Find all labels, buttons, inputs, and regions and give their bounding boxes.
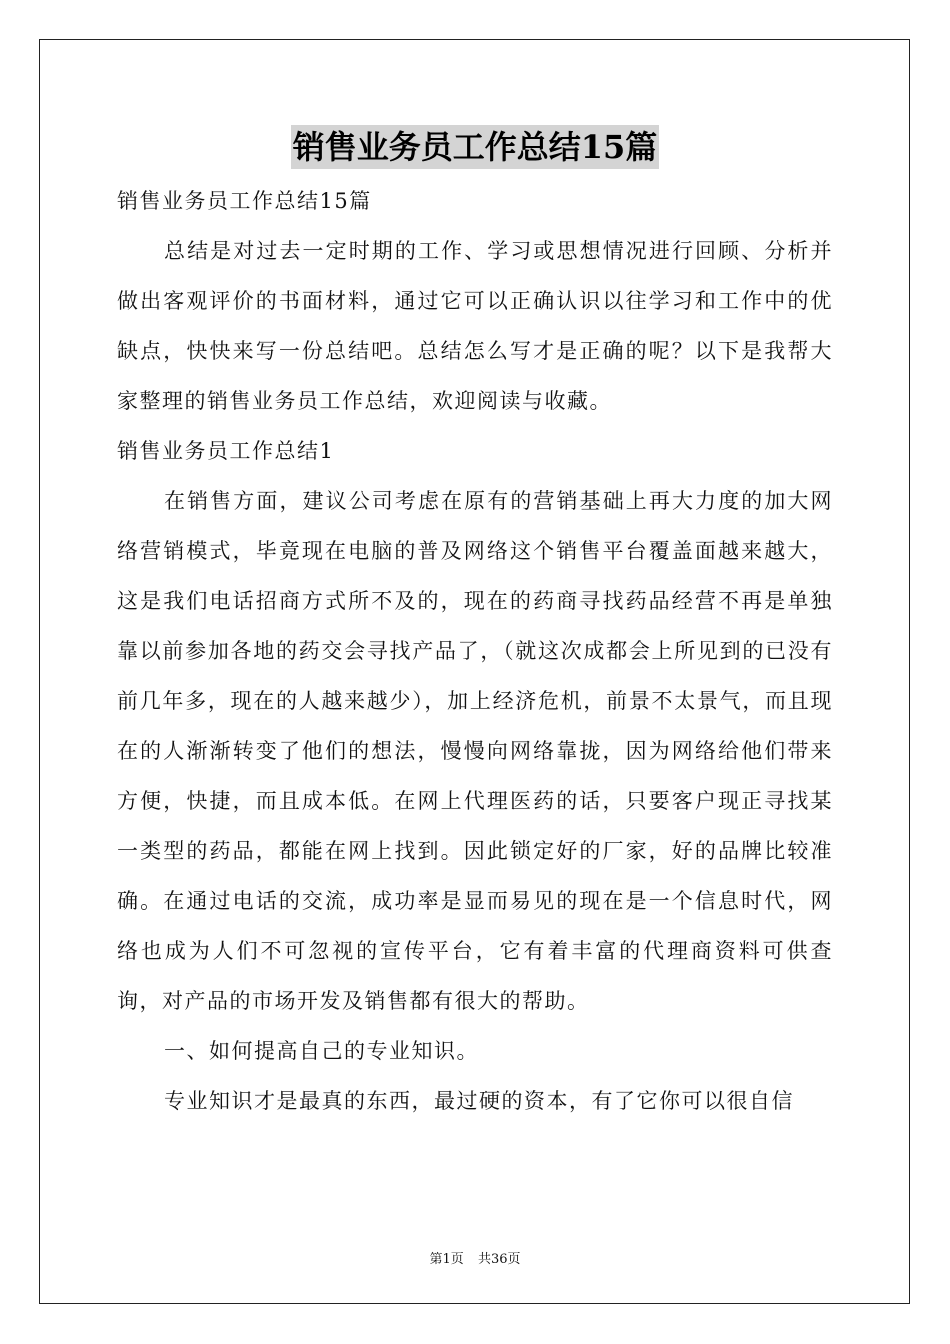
intro-paragraph: 总结是对过去一定时期的工作、学习或思想情况进行回顾、分析并做出客观评价的书面材料，通过它可以正确认识以往学习和工作中的优缺点，快快来写一份总结吧。总结怎么写才是正确的呢？以下是我帮大家整理的销售业务员工作总结，欢迎阅读与收藏。	[117, 239, 833, 413]
body-paragraph-1: 在销售方面，建议公司考虑在原有的营销基础上再大力度的加大网络营销模式，毕竟现在电脑的普及网络这个销售平台覆盖面越来越大，这是我们电话招商方式所不及的，现在的药商寻找药品经营不再是单独靠以前参加各地的药交会寻找产品了，（就这次成都会上所见到的已没有前几年多，现在的人越来越少），加上经济危机，前景不太景气，而且现在的人渐渐转变了他们的想法，慢慢向网络靠拢，因为网络给他们带来方便，快捷，而且成本低。在网上代理医药的话，只要客户现正寻找某一类型的药品，都能在网上找到。因此锁定好的厂家，好的品牌比较准确。在通过电话的交流，成功率是显而易见的现在是一个信息时代，网络也成为人们不可忽视的宣传平台，它有着丰富的代理商资料可供查询，对产品的市场开发及销售都有很大的帮助。	[117, 489, 833, 1013]
document-title: 销售业务员工作总结15篇	[291, 125, 660, 169]
body-paragraph-2: 专业知识才是最真的东西，最过硬的资本，有了它你可以很自信	[164, 1089, 794, 1113]
point-heading: 一、如何提高自己的专业知识。	[164, 1039, 479, 1063]
document-subtitle: 销售业务员工作总结15篇	[117, 189, 372, 213]
page-total: 共36页	[477, 1252, 521, 1267]
title-container	[0, 125, 950, 169]
section-heading: 销售业务员工作总结1	[117, 439, 335, 463]
page-number: 第1页	[429, 1252, 464, 1267]
document-body	[117, 176, 833, 1126]
page-footer	[0, 1248, 950, 1267]
